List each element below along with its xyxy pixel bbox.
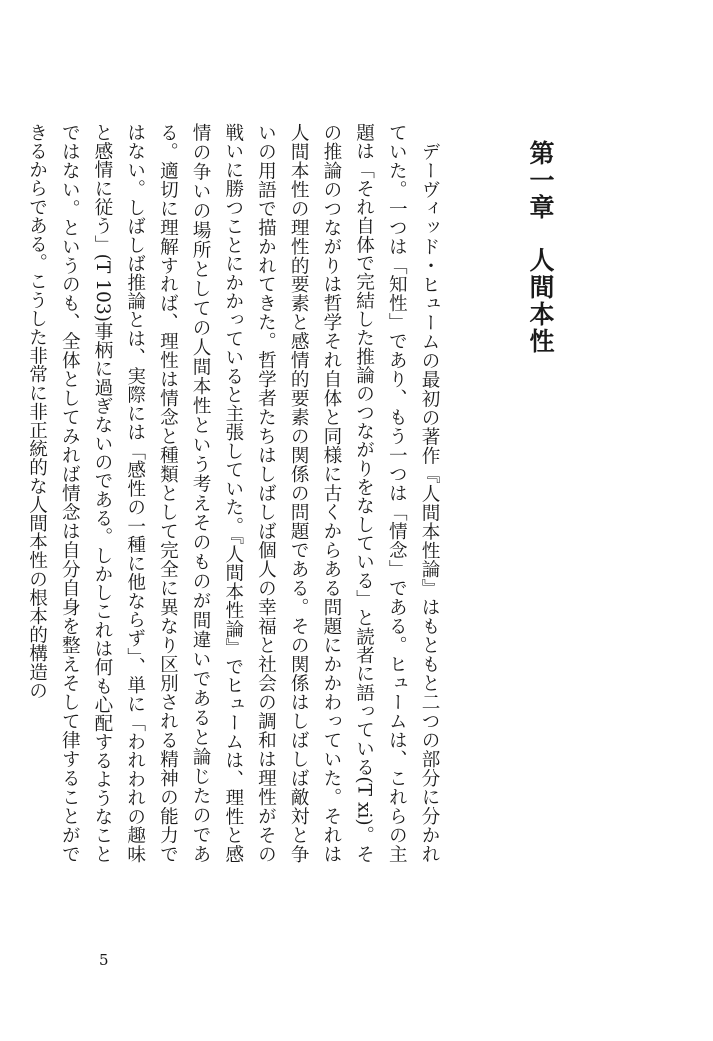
chapter-heading [525, 140, 555, 355]
page-number: 5 [99, 951, 109, 969]
body-paragraph: デーヴィッド・ヒュームの最初の著作『人間本性論』はもともと二つの部分に分かれていた。一つは「知性」であり、もう一つは「情念」である。ヒュームは、これらの主題は「それ自体で完結した推論のつながりをなしている」と読者に語っている(T xi)。その推論のつながりは哲学それ自体と同様に古くからある問題にかかわっていた。それは人間本性の理性的要素と感情的要素の関係の問題である。その関係はしばしば敵対と争いの用語で描かれてきた。哲学者たちはしばしば個人の幸福と社会の調和は理性がその戦いに勝つことにかかっていると主張していた。『人間本性論』でヒュームは、理性と感情の争いの場所としての人間本性という考えそのものが間違いであると論じたのである。適切に理解すれば、理性は情念と種類として完全に異なり区別される精神の能力ではない。しばしば推論とは、実際には「感性の一種に他ならず」、単に「われわれの趣味と感情に従う」(T 103)事柄に過ぎないのである。しかしこれは何も心配するようなことではない。というのも、全体としてみれば情念は自分自身を整えそして律することができるからである。こうした非常に非正統的な人間本性の根本的構造の [26, 123, 440, 863]
chapter-number: 第一章 [526, 140, 555, 221]
chapter-title: 人間本性 [526, 247, 555, 355]
body-text [26, 123, 445, 863]
